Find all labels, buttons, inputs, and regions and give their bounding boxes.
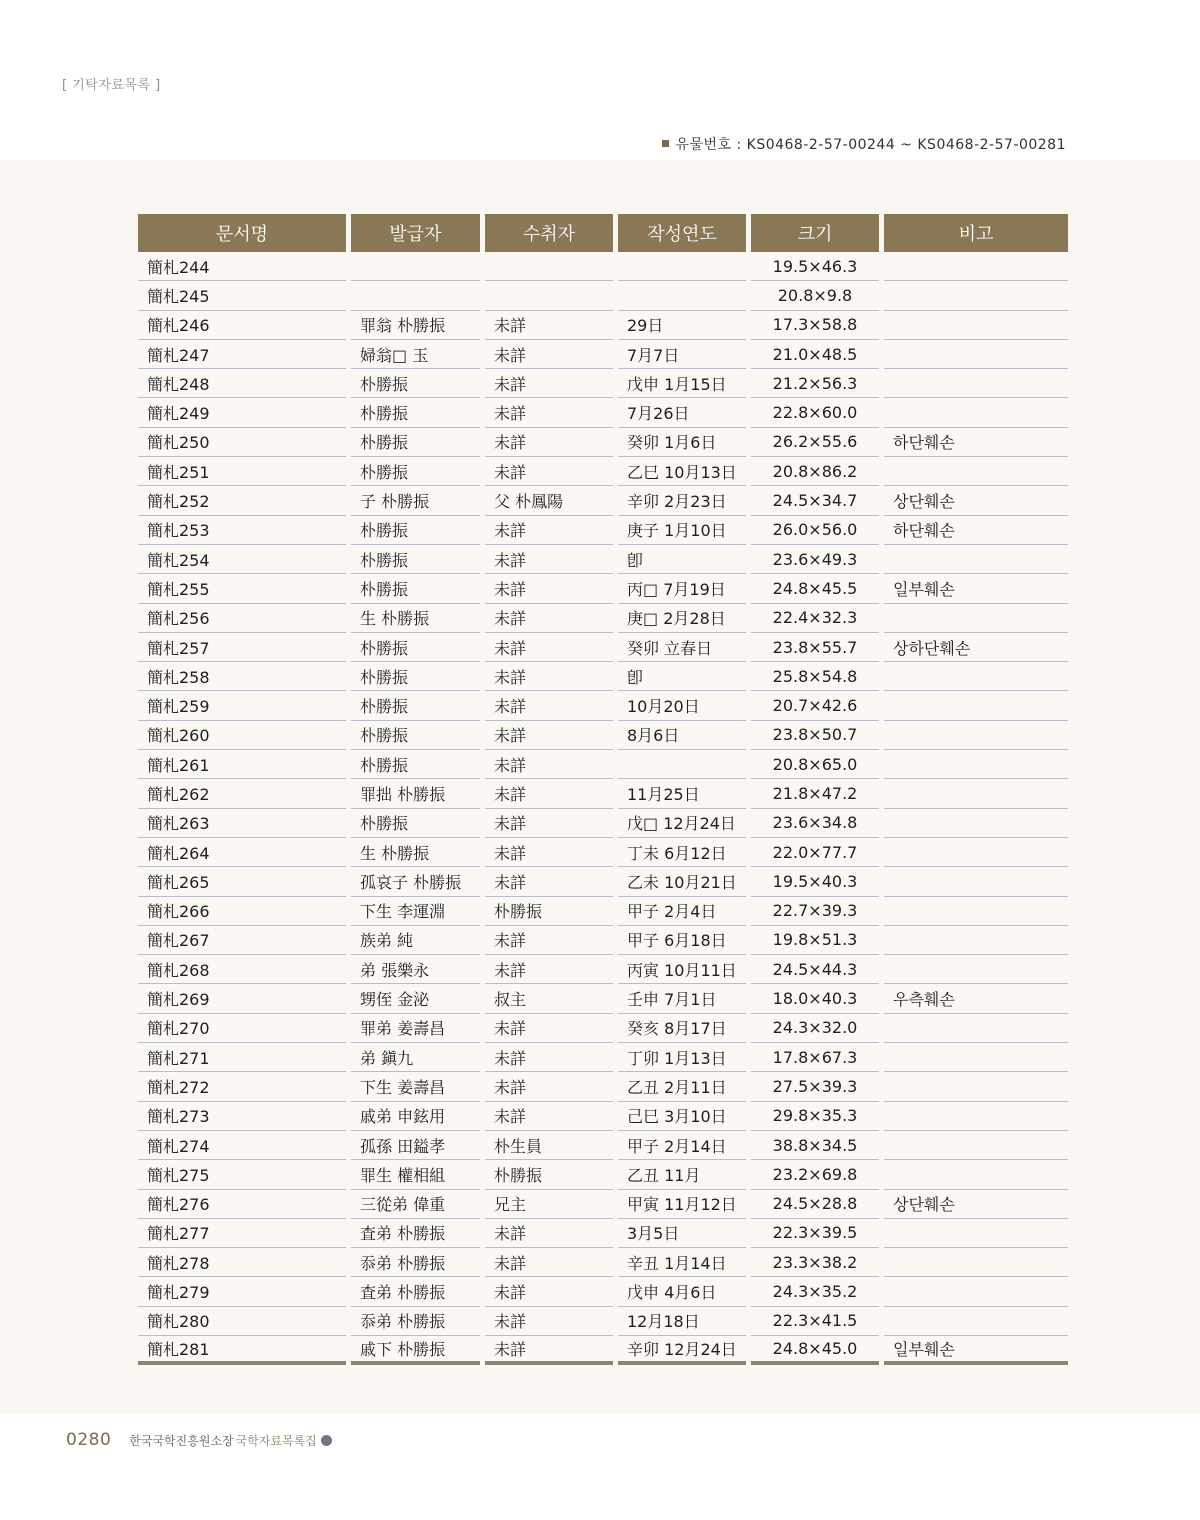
column-header-issuer: 발급자 [351, 214, 480, 252]
cell-document-name: 簡札254 [138, 545, 346, 574]
cell-document-name: 簡札270 [138, 1014, 346, 1043]
cell-remarks: 상하단훼손 [884, 633, 1068, 662]
table-row [138, 721, 1068, 750]
cell-size: 19.5×40.3 [751, 867, 879, 896]
cell-issuer [351, 281, 480, 310]
cell-recipient: 兄主 [485, 1190, 613, 1219]
cell-size: 24.5×34.7 [751, 486, 879, 515]
cell-issuer: 朴勝振 [351, 574, 480, 603]
cell-recipient: 未詳 [485, 779, 613, 808]
cell-issuer: 朴勝振 [351, 369, 480, 398]
cell-remarks [884, 1307, 1068, 1336]
cell-remarks [884, 604, 1068, 633]
cell-recipient: 朴勝振 [485, 1160, 613, 1189]
cell-remarks [884, 1219, 1068, 1248]
cell-date: 壬申 7月1日 [618, 984, 746, 1013]
cell-size: 24.3×32.0 [751, 1014, 879, 1043]
cell-remarks [884, 809, 1068, 838]
table-row [138, 809, 1068, 838]
cell-date: 庚子 1月10日 [618, 516, 746, 545]
table-row [138, 1102, 1068, 1131]
cell-size: 24.8×45.0 [751, 1336, 879, 1365]
cell-recipient: 未詳 [485, 604, 613, 633]
cell-remarks: 일부훼손 [884, 574, 1068, 603]
cell-remarks [884, 750, 1068, 779]
cell-size: 38.8×34.5 [751, 1131, 879, 1160]
cell-document-name: 簡札267 [138, 926, 346, 955]
cell-size: 20.8×65.0 [751, 750, 879, 779]
cell-remarks [884, 281, 1068, 310]
collection-name: 국학자료목록집 [235, 1433, 317, 1448]
cell-remarks [884, 252, 1068, 281]
cell-issuer: 朴勝振 [351, 633, 480, 662]
cell-document-name: 簡札257 [138, 633, 346, 662]
cell-date: 戊申 4月6日 [618, 1277, 746, 1306]
cell-recipient: 未詳 [485, 1336, 613, 1365]
cell-remarks: 일부훼손 [884, 1336, 1068, 1365]
cell-issuer: 孤孫 田鎰孝 [351, 1131, 480, 1160]
cell-recipient: 未詳 [485, 545, 613, 574]
cell-recipient [485, 281, 613, 310]
table-row [138, 486, 1068, 515]
cell-issuer: 戚下 朴勝振 [351, 1336, 480, 1365]
cell-issuer: 弟 鎭九 [351, 1043, 480, 1072]
cell-remarks: 하단훼손 [884, 428, 1068, 457]
cell-document-name: 簡札258 [138, 662, 346, 691]
cell-size: 22.4×32.3 [751, 604, 879, 633]
cell-document-name: 簡札250 [138, 428, 346, 457]
cell-date: 11月25日 [618, 779, 746, 808]
cell-recipient: 未詳 [485, 867, 613, 896]
cell-date: 甲子 2月4日 [618, 897, 746, 926]
cell-issuer: 生 朴勝振 [351, 604, 480, 633]
cell-date: 辛卯 12月24日 [618, 1336, 746, 1365]
cell-document-name: 簡札255 [138, 574, 346, 603]
cell-remarks [884, 311, 1068, 340]
cell-date: 戊□ 12月24日 [618, 809, 746, 838]
cell-issuer: 下生 李運淵 [351, 897, 480, 926]
table-row [138, 1014, 1068, 1043]
cell-recipient: 未詳 [485, 311, 613, 340]
column-header-date: 작성연도 [618, 214, 746, 252]
cell-issuer: 子 朴勝振 [351, 486, 480, 515]
cell-document-name: 簡札246 [138, 311, 346, 340]
table-row [138, 1248, 1068, 1277]
cell-issuer: 生 朴勝振 [351, 838, 480, 867]
square-bullet-icon [662, 140, 669, 147]
cell-document-name: 簡札245 [138, 281, 346, 310]
cell-date: 甲寅 11月12日 [618, 1190, 746, 1219]
cell-issuer: 戚弟 申鉉用 [351, 1102, 480, 1131]
cell-date: 甲子 2月14日 [618, 1131, 746, 1160]
cell-size: 24.5×28.8 [751, 1190, 879, 1219]
cell-issuer: 忝弟 朴勝振 [351, 1248, 480, 1277]
cell-size: 23.8×50.7 [751, 721, 879, 750]
table-row [138, 369, 1068, 398]
cell-issuer: 査弟 朴勝振 [351, 1277, 480, 1306]
cell-date: 29日 [618, 311, 746, 340]
cell-issuer: 査弟 朴勝振 [351, 1219, 480, 1248]
cell-document-name: 簡札248 [138, 369, 346, 398]
cell-remarks [884, 398, 1068, 427]
cell-date: 乙丑 2月11日 [618, 1072, 746, 1101]
table-row [138, 691, 1068, 720]
table-row [138, 750, 1068, 779]
cell-recipient: 父 朴鳳陽 [485, 486, 613, 515]
cell-date: 丙□ 7月19日 [618, 574, 746, 603]
cell-remarks: 우측훼손 [884, 984, 1068, 1013]
cell-date: 乙丑 11月 [618, 1160, 746, 1189]
table-row [138, 1277, 1068, 1306]
cell-recipient: 未詳 [485, 1072, 613, 1101]
circle-bullet-icon [321, 1435, 332, 1446]
cell-recipient: 未詳 [485, 516, 613, 545]
cell-remarks: 하단훼손 [884, 516, 1068, 545]
table-row [138, 926, 1068, 955]
cell-document-name: 簡札260 [138, 721, 346, 750]
column-header-document-name: 문서명 [138, 214, 346, 252]
cell-issuer: 朴勝振 [351, 545, 480, 574]
cell-date [618, 252, 746, 281]
cell-document-name: 簡札275 [138, 1160, 346, 1189]
cell-issuer [351, 252, 480, 281]
cell-recipient: 朴勝振 [485, 897, 613, 926]
cell-document-name: 簡札266 [138, 897, 346, 926]
cell-document-name: 簡札276 [138, 1190, 346, 1219]
cell-issuer: 朴勝振 [351, 516, 480, 545]
cell-recipient: 未詳 [485, 721, 613, 750]
cell-remarks [884, 340, 1068, 369]
column-header-size: 크기 [751, 214, 879, 252]
cell-recipient: 未詳 [485, 369, 613, 398]
cell-issuer: 朴勝振 [351, 398, 480, 427]
cell-issuer: 朴勝振 [351, 809, 480, 838]
cell-date: 戊申 1月15日 [618, 369, 746, 398]
table-row [138, 1043, 1068, 1072]
table-row [138, 398, 1068, 427]
cell-recipient: 未詳 [485, 633, 613, 662]
cell-issuer: 族弟 純 [351, 926, 480, 955]
cell-size: 25.8×54.8 [751, 662, 879, 691]
cell-remarks [884, 545, 1068, 574]
cell-remarks [884, 369, 1068, 398]
cell-document-name: 簡札262 [138, 779, 346, 808]
cell-recipient: 未詳 [485, 926, 613, 955]
cell-issuer: 朴勝振 [351, 750, 480, 779]
cell-document-name: 簡札273 [138, 1102, 346, 1131]
cell-size: 23.6×49.3 [751, 545, 879, 574]
cell-issuer: 忝弟 朴勝振 [351, 1307, 480, 1336]
cell-size: 19.5×46.3 [751, 252, 879, 281]
table-row [138, 1072, 1068, 1101]
cell-document-name: 簡札279 [138, 1277, 346, 1306]
cell-recipient: 未詳 [485, 1277, 613, 1306]
cell-recipient: 未詳 [485, 1014, 613, 1043]
cell-recipient: 未詳 [485, 398, 613, 427]
table-row [138, 662, 1068, 691]
cell-size: 24.5×44.3 [751, 955, 879, 984]
cell-recipient: 未詳 [485, 428, 613, 457]
cell-document-name: 簡札278 [138, 1248, 346, 1277]
cell-remarks [884, 662, 1068, 691]
table-row [138, 867, 1068, 896]
cell-size: 17.3×58.8 [751, 311, 879, 340]
cell-size: 24.8×45.5 [751, 574, 879, 603]
cell-size: 21.2×56.3 [751, 369, 879, 398]
table-row [138, 311, 1068, 340]
cell-recipient: 未詳 [485, 691, 613, 720]
cell-issuer: 罪生 權相組 [351, 1160, 480, 1189]
cell-document-name: 簡札252 [138, 486, 346, 515]
table-row [138, 838, 1068, 867]
cell-issuer: 朴勝振 [351, 428, 480, 457]
cell-remarks [884, 897, 1068, 926]
cell-size: 22.3×41.5 [751, 1307, 879, 1336]
cell-remarks [884, 1131, 1068, 1160]
table-row [138, 574, 1068, 603]
cell-document-name: 簡札271 [138, 1043, 346, 1072]
cell-document-name: 簡札274 [138, 1131, 346, 1160]
cell-remarks [884, 1277, 1068, 1306]
cell-date: 己巳 3月10日 [618, 1102, 746, 1131]
cell-size: 27.5×39.3 [751, 1072, 879, 1101]
cell-date [618, 750, 746, 779]
table-row [138, 984, 1068, 1013]
cell-date: 辛卯 2月23日 [618, 486, 746, 515]
cell-size: 22.3×39.5 [751, 1219, 879, 1248]
cell-remarks [884, 721, 1068, 750]
cell-size: 23.8×55.7 [751, 633, 879, 662]
cell-document-name: 簡札253 [138, 516, 346, 545]
table-row [138, 516, 1068, 545]
cell-remarks: 상단훼손 [884, 486, 1068, 515]
cell-remarks [884, 1160, 1068, 1189]
cell-size: 22.0×77.7 [751, 838, 879, 867]
cell-size: 22.8×60.0 [751, 398, 879, 427]
cell-size: 18.0×40.3 [751, 984, 879, 1013]
table-row [138, 633, 1068, 662]
section-label: [ 기탁자료목록 ] [62, 78, 161, 93]
cell-remarks [884, 926, 1068, 955]
table-row [138, 1219, 1068, 1248]
cell-date [618, 281, 746, 310]
cell-date: 3月5日 [618, 1219, 746, 1248]
cell-recipient: 朴生員 [485, 1131, 613, 1160]
cell-remarks [884, 1102, 1068, 1131]
cell-recipient: 未詳 [485, 750, 613, 779]
table-row [138, 604, 1068, 633]
cell-issuer: 下生 姜壽昌 [351, 1072, 480, 1101]
page-number: 0280 [66, 1430, 112, 1450]
table-row [138, 252, 1068, 281]
cell-document-name: 簡札280 [138, 1307, 346, 1336]
cell-remarks [884, 779, 1068, 808]
cell-remarks [884, 867, 1068, 896]
table-row [138, 955, 1068, 984]
cell-document-name: 簡札256 [138, 604, 346, 633]
cell-issuer: 婦翁□ 玉 [351, 340, 480, 369]
cell-recipient: 未詳 [485, 809, 613, 838]
publisher-name: 한국국학진흥원소장 [129, 1433, 234, 1448]
cell-size: 20.7×42.6 [751, 691, 879, 720]
cell-issuer: 朴勝振 [351, 721, 480, 750]
cell-date: 甲子 6月18日 [618, 926, 746, 955]
cell-date: 12月18日 [618, 1307, 746, 1336]
cell-remarks [884, 691, 1068, 720]
cell-document-name: 簡札265 [138, 867, 346, 896]
cell-document-name: 簡札281 [138, 1336, 346, 1365]
cell-date: 丁未 6月12日 [618, 838, 746, 867]
document-table [138, 214, 1068, 1365]
cell-remarks [884, 1014, 1068, 1043]
cell-recipient: 未詳 [485, 838, 613, 867]
cell-remarks [884, 457, 1068, 486]
cell-issuer: 朴勝振 [351, 691, 480, 720]
cell-size: 21.8×47.2 [751, 779, 879, 808]
cell-size: 20.8×86.2 [751, 457, 879, 486]
table-row [138, 340, 1068, 369]
cell-date: 乙巳 10月13日 [618, 457, 746, 486]
table-row [138, 428, 1068, 457]
cell-size: 22.7×39.3 [751, 897, 879, 926]
cell-issuer: 罪拙 朴勝振 [351, 779, 480, 808]
table-row [138, 1190, 1068, 1219]
cell-recipient: 叔主 [485, 984, 613, 1013]
cell-date: 7月26日 [618, 398, 746, 427]
cell-issuer: 朴勝振 [351, 662, 480, 691]
cell-size: 20.8×9.8 [751, 281, 879, 310]
cell-document-name: 簡札277 [138, 1219, 346, 1248]
cell-issuer: 甥侄 金泌 [351, 984, 480, 1013]
cell-document-name: 簡札261 [138, 750, 346, 779]
cell-size: 23.3×38.2 [751, 1248, 879, 1277]
cell-document-name: 簡札264 [138, 838, 346, 867]
cell-remarks [884, 1072, 1068, 1101]
artifact-range-text: 유물번호 : KS0468-2-57-00244 ~ KS0468-2-57-00281 [675, 137, 1066, 153]
table-row [138, 281, 1068, 310]
cell-remarks [884, 838, 1068, 867]
cell-document-name: 簡札244 [138, 252, 346, 281]
cell-recipient: 未詳 [485, 1102, 613, 1131]
cell-date: 卽 [618, 545, 746, 574]
cell-size: 24.3×35.2 [751, 1277, 879, 1306]
cell-date: 10月20日 [618, 691, 746, 720]
table-row [138, 1336, 1068, 1365]
cell-date: 癸卯 1月6日 [618, 428, 746, 457]
cell-size: 26.0×56.0 [751, 516, 879, 545]
cell-recipient: 未詳 [485, 1307, 613, 1336]
cell-recipient: 未詳 [485, 457, 613, 486]
cell-issuer: 罪翁 朴勝振 [351, 311, 480, 340]
cell-document-name: 簡札259 [138, 691, 346, 720]
cell-recipient: 未詳 [485, 340, 613, 369]
cell-recipient: 未詳 [485, 955, 613, 984]
cell-recipient: 未詳 [485, 574, 613, 603]
cell-recipient: 未詳 [485, 1248, 613, 1277]
cell-remarks [884, 1248, 1068, 1277]
cell-size: 17.8×67.3 [751, 1043, 879, 1072]
cell-date: 丁卯 1月13日 [618, 1043, 746, 1072]
cell-date: 癸亥 8月17日 [618, 1014, 746, 1043]
cell-recipient: 未詳 [485, 662, 613, 691]
column-header-remarks: 비고 [884, 214, 1068, 252]
cell-date: 卽 [618, 662, 746, 691]
cell-document-name: 簡札269 [138, 984, 346, 1013]
cell-issuer: 朴勝振 [351, 457, 480, 486]
table-header [138, 214, 1068, 252]
cell-date: 癸卯 立春日 [618, 633, 746, 662]
cell-document-name: 簡札249 [138, 398, 346, 427]
cell-date: 7月7日 [618, 340, 746, 369]
cell-size: 23.2×69.8 [751, 1160, 879, 1189]
cell-document-name: 簡札263 [138, 809, 346, 838]
cell-size: 29.8×35.3 [751, 1102, 879, 1131]
cell-date: 丙寅 10月11日 [618, 955, 746, 984]
cell-remarks [884, 1043, 1068, 1072]
table-row [138, 545, 1068, 574]
table-row [138, 1131, 1068, 1160]
cell-document-name: 簡札247 [138, 340, 346, 369]
column-header-recipient: 수취자 [485, 214, 613, 252]
table-row [138, 457, 1068, 486]
table-row [138, 1160, 1068, 1189]
cell-document-name: 簡札251 [138, 457, 346, 486]
cell-date: 辛丑 1月14日 [618, 1248, 746, 1277]
cell-recipient: 未詳 [485, 1219, 613, 1248]
cell-issuer: 罪弟 姜壽昌 [351, 1014, 480, 1043]
cell-size: 21.0×48.5 [751, 340, 879, 369]
cell-recipient [485, 252, 613, 281]
cell-date: 8月6日 [618, 721, 746, 750]
cell-issuer: 弟 張樂永 [351, 955, 480, 984]
cell-remarks [884, 955, 1068, 984]
cell-size: 19.8×51.3 [751, 926, 879, 955]
cell-document-name: 簡札268 [138, 955, 346, 984]
table-row [138, 1307, 1068, 1336]
cell-date: 庚□ 2月28日 [618, 604, 746, 633]
cell-issuer: 三從弟 偉重 [351, 1190, 480, 1219]
cell-document-name: 簡札272 [138, 1072, 346, 1101]
table-row [138, 897, 1068, 926]
artifact-range [662, 134, 1066, 154]
cell-date: 乙未 10月21日 [618, 867, 746, 896]
table-row [138, 779, 1068, 808]
cell-remarks: 상단훼손 [884, 1190, 1068, 1219]
cell-size: 23.6×34.8 [751, 809, 879, 838]
cell-size: 26.2×55.6 [751, 428, 879, 457]
cell-issuer: 孤哀子 朴勝振 [351, 867, 480, 896]
table-body [138, 252, 1068, 1365]
cell-recipient: 未詳 [485, 1043, 613, 1072]
page-footer [66, 1430, 332, 1450]
